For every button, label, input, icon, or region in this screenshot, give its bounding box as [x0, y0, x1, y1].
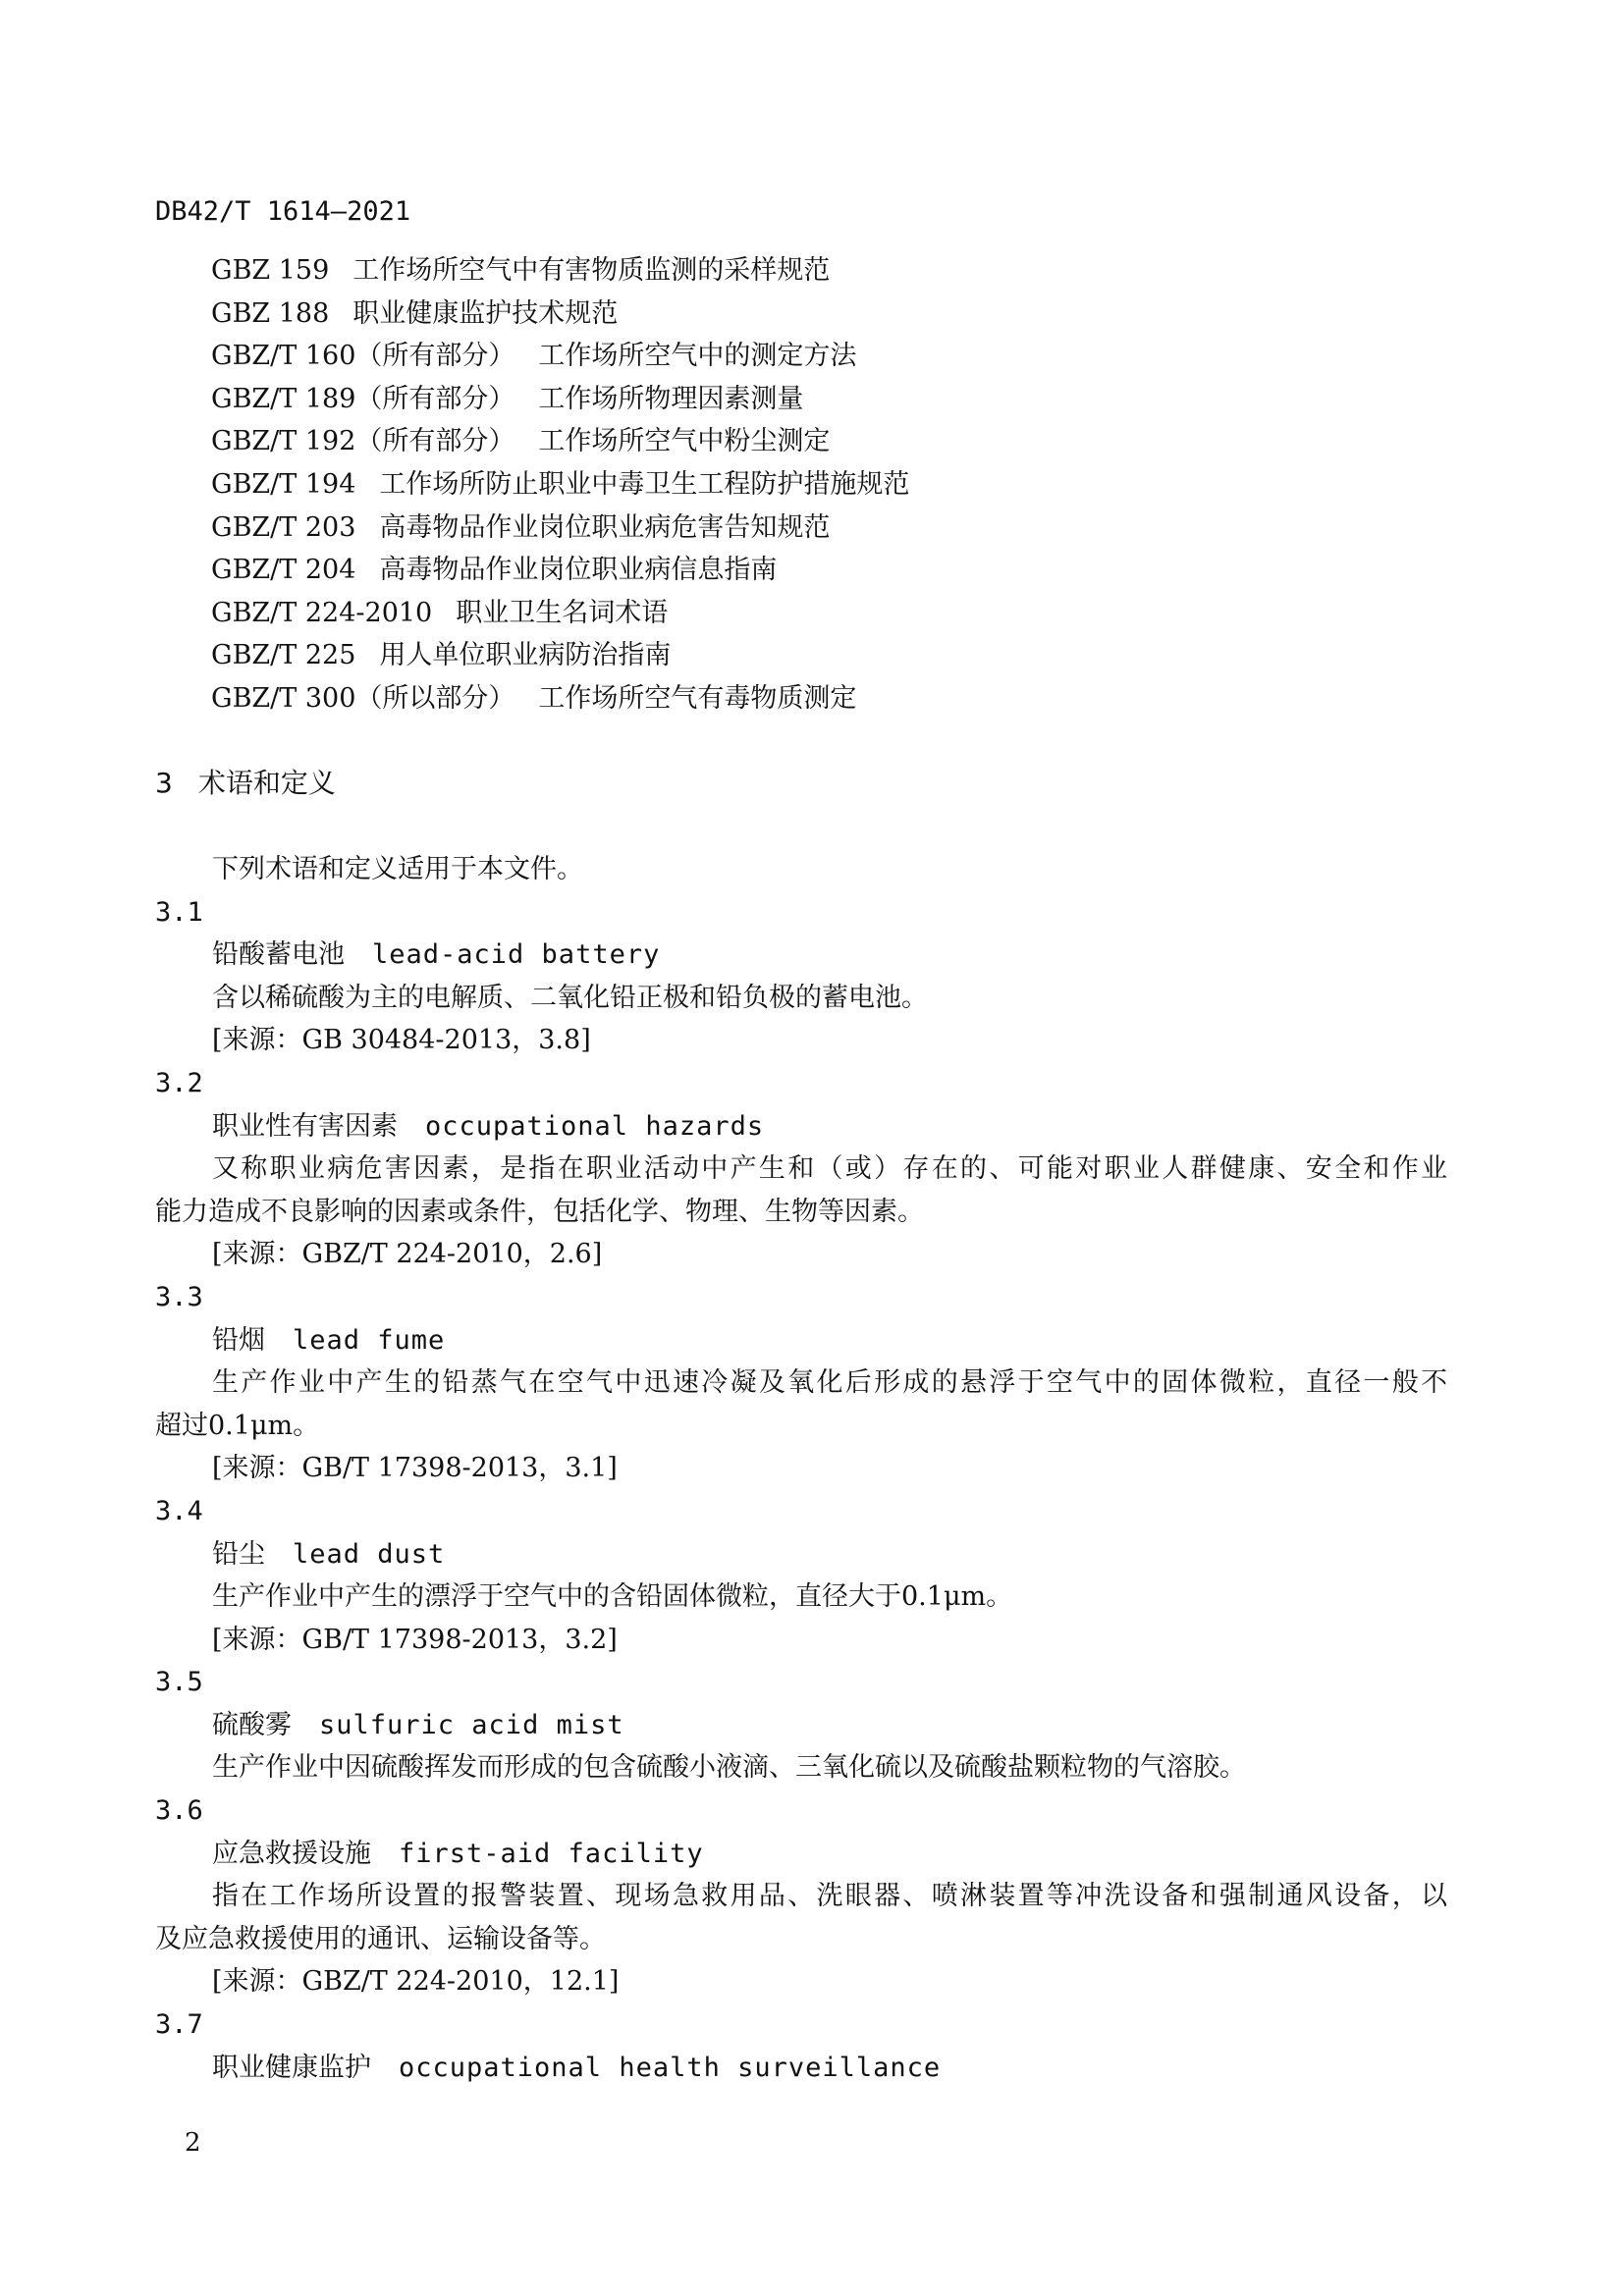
- term-heading: [155, 1105, 1447, 1148]
- term-source: [来源：GBZ/T 224-2010，2.6]: [212, 1239, 603, 1270]
- reference-item: [211, 677, 909, 721]
- reference-code: GBZ/T 300（所以部分）: [211, 682, 515, 714]
- reference-code: GBZ/T 204: [211, 555, 356, 586]
- reference-title: 高毒物品作业岗位职业病信息指南: [379, 555, 778, 586]
- reference-code: GBZ/T 194: [211, 468, 356, 500]
- section-number: 3: [155, 767, 173, 799]
- reference-code: GBZ 159: [211, 255, 330, 286]
- term-definition-line: 能力造成不良影响的因素或条件，包括化学、物理、生物等因素。: [155, 1196, 924, 1227]
- term-definition-line: 生产作业中产生的漂浮于空气中的含铅固体微粒，直径大于0.1μm。: [212, 1581, 1013, 1613]
- section-heading: [155, 762, 336, 801]
- term-definition-line: 生产作业中因硫酸挥发而形成的包含硫酸小液滴、三氧化硫以及硫酸盐颗粒物的气溶胶。: [212, 1752, 1246, 1784]
- term-source: [来源：GB/T 17398-2013，3.1]: [212, 1453, 618, 1484]
- reference-item: [211, 592, 909, 635]
- reference-code: GBZ 188: [211, 297, 330, 329]
- reference-code: GBZ/T 192（所有部分）: [211, 426, 515, 457]
- term-zh: 硫酸雾: [212, 1709, 292, 1740]
- term-source: [来源：GB 30484-2013，3.8]: [212, 1025, 591, 1056]
- terms-body: [155, 848, 1447, 2089]
- reference-item: [211, 549, 909, 592]
- term-zh: 铅尘: [212, 1538, 265, 1570]
- term-source: [来源：GBZ/T 224-2010，12.1]: [212, 1966, 620, 1998]
- document-header-id: DB42/T 1614—2021: [155, 196, 411, 227]
- term-number: 3.7: [155, 2009, 203, 2041]
- term-definition-line: 含以稀硫酸为主的电解质、二氧化铅正极和铅负极的蓄电池。: [212, 982, 928, 1013]
- term-en: occupational hazards: [425, 1110, 765, 1142]
- reference-title: 职业卫生名词术语: [456, 597, 669, 628]
- reference-item: [211, 378, 909, 421]
- term-zh: 应急救援设施: [212, 1838, 371, 1869]
- reference-title: 工作场所空气中粉尘测定: [538, 426, 831, 457]
- term-en: occupational health surveillance: [399, 2052, 942, 2083]
- term-zh: 职业性有害因素: [212, 1110, 398, 1142]
- reference-code: GBZ/T 160（所有部分）: [211, 341, 515, 372]
- reference-title: 工作场所防止职业中毒卫生工程防护措施规范: [379, 468, 910, 500]
- term-number: 3.1: [155, 896, 203, 928]
- reference-title: 工作场所空气中有害物质监测的采样规范: [352, 255, 831, 286]
- term-definition-line: 又称职业病危害因素，是指在职业活动中产生和（或）存在的、可能对职业人群健康、安全和作业: [212, 1153, 1447, 1185]
- normative-references-list: [211, 249, 909, 721]
- term-en: first-aid facility: [399, 1838, 704, 1869]
- term-heading: [155, 934, 1447, 977]
- term-number: 3.5: [155, 1667, 203, 1698]
- term-definition-line: 指在工作场所设置的报警装置、现场急救用品、洗眼器、喷淋装置等冲洗设备和强制通风设备，以: [212, 1881, 1447, 1912]
- reference-title: 用人单位职业病防治指南: [379, 640, 672, 671]
- term-definition-line: 生产作业中产生的铅蒸气在空气中迅速冷凝及氧化后形成的悬浮于空气中的固体微粒，直径一般不: [212, 1367, 1447, 1399]
- term-en: lead dust: [293, 1538, 446, 1570]
- reference-title: 职业健康监护技术规范: [352, 297, 619, 329]
- term-definition-line: 及应急救援使用的通讯、运输设备等。: [155, 1923, 606, 1954]
- reference-code: GBZ/T 189（所有部分）: [211, 383, 515, 414]
- page-number: 2: [185, 2128, 201, 2158]
- reference-item: [211, 293, 909, 336]
- reference-code: GBZ/T 224-2010: [211, 597, 433, 628]
- term-number: 3.6: [155, 1795, 203, 1827]
- term-number: 3.2: [155, 1067, 203, 1098]
- reference-item: [211, 335, 909, 378]
- reference-item: [211, 634, 909, 677]
- term-en: lead-acid battery: [372, 939, 661, 971]
- term-definition-line: 超过0.1μm。: [155, 1410, 320, 1441]
- reference-item: [211, 507, 909, 550]
- term-en: lead fume: [293, 1324, 446, 1356]
- section-title: 术语和定义: [197, 767, 336, 799]
- reference-title: 高毒物品作业岗位职业病危害告知规范: [379, 511, 831, 543]
- reference-code: GBZ/T 203: [211, 511, 356, 543]
- term-en: sulfuric acid mist: [319, 1709, 624, 1740]
- reference-item: [211, 420, 909, 463]
- term-number: 3.3: [155, 1281, 203, 1312]
- term-zh: 铅烟: [212, 1324, 265, 1356]
- reference-code: GBZ/T 225: [211, 640, 356, 671]
- reference-item: [211, 463, 909, 507]
- term-heading: [155, 1833, 1447, 1876]
- term-heading: [155, 1319, 1447, 1362]
- term-zh: 职业健康监护: [212, 2052, 371, 2083]
- reference-title: 工作场所物理因素测量: [538, 383, 804, 414]
- term-number: 3.4: [155, 1495, 203, 1526]
- term-source: [来源：GB/T 17398-2013，3.2]: [212, 1624, 618, 1655]
- section-intro: 下列术语和定义适用于本文件。: [212, 854, 583, 884]
- reference-title: 工作场所空气有毒物质测定: [538, 682, 857, 714]
- reference-item: [211, 249, 909, 293]
- term-heading: [155, 2047, 1447, 2090]
- term-heading: [155, 1533, 1447, 1576]
- term-zh: 铅酸蓄电池: [212, 939, 345, 971]
- reference-title: 工作场所空气中的测定方法: [538, 341, 857, 372]
- term-heading: [155, 1704, 1447, 1747]
